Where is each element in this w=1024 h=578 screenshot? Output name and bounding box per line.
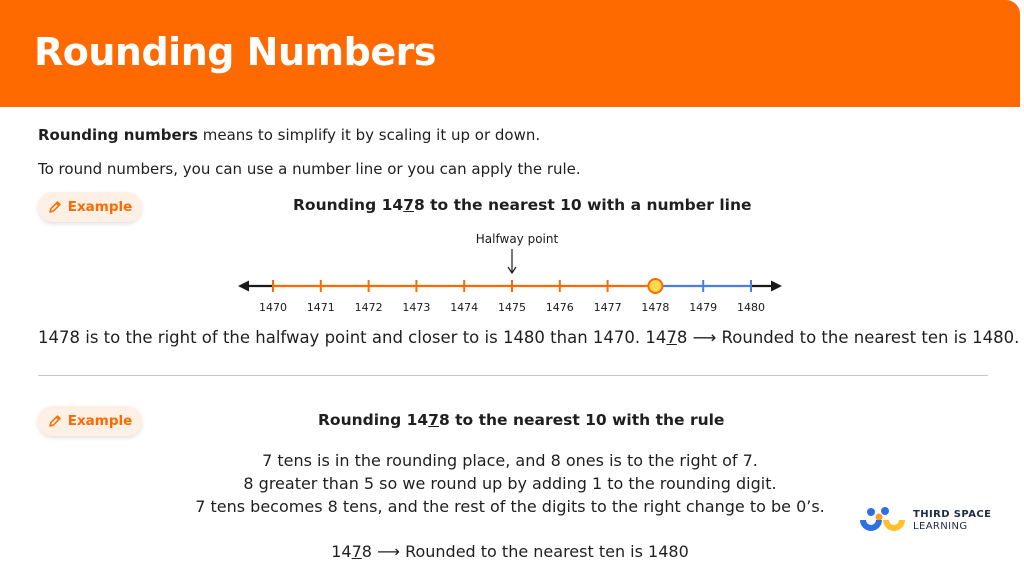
tick-labels bbox=[259, 301, 765, 314]
example-badge-2 bbox=[38, 406, 142, 436]
section-divider bbox=[38, 375, 988, 376]
logo-line-2: LEARNING bbox=[913, 521, 968, 532]
result-end: 8 ⟶ Rounded to the nearest ten is 1480 bbox=[361, 542, 689, 561]
example-badge-label: Example bbox=[67, 199, 133, 215]
underlined-digit: 7 bbox=[403, 196, 414, 214]
tick-label: 1471 bbox=[306, 301, 335, 314]
title-text-start: Rounding 14 bbox=[293, 196, 404, 214]
logo-mark-icon bbox=[857, 506, 907, 536]
definition-body: means to simplify it by scaling it up or down. bbox=[197, 126, 541, 144]
pencil-icon bbox=[48, 414, 62, 428]
method-text: To round numbers, you can use a number line or you can apply the rule. bbox=[38, 160, 581, 178]
explanation-start: 1478 is to the right of the halfway point and closer to is 1480 than 1470. 14 bbox=[38, 328, 667, 347]
tick-label: 1475 bbox=[498, 301, 526, 314]
tick-label: 1477 bbox=[593, 301, 622, 314]
halfway-arrow bbox=[508, 249, 516, 273]
result-start: 14 bbox=[331, 542, 352, 561]
rule-result bbox=[160, 542, 860, 561]
definition-term: Rounding numbers bbox=[38, 126, 198, 144]
third-space-learning-logo bbox=[857, 506, 991, 536]
rule-line-3: 7 tens becomes 8 tens, and the rest of the digits to the right change to be 0’s. bbox=[195, 497, 825, 516]
underlined-digit: 7 bbox=[428, 411, 439, 429]
number-line-explanation bbox=[38, 328, 1019, 347]
explanation-end: 8 ⟶ Rounded to the nearest ten is 1480. bbox=[676, 328, 1020, 347]
title-text-start: Rounding 14 bbox=[318, 411, 429, 429]
example-badge bbox=[38, 192, 142, 222]
tick-label: 1480 bbox=[737, 301, 765, 314]
tick-label: 1479 bbox=[689, 301, 718, 314]
tick-label: 1470 bbox=[259, 301, 287, 314]
title-text-end: 8 to the nearest 10 with a number line bbox=[413, 196, 752, 214]
result-underlined-digit: 7 bbox=[351, 542, 362, 561]
header-banner bbox=[0, 0, 1020, 107]
axis bbox=[238, 281, 782, 292]
tick-label: 1476 bbox=[545, 301, 574, 314]
tick-label: 1478 bbox=[641, 301, 670, 314]
marked-point bbox=[648, 279, 662, 293]
rule-line-2: 8 greater than 5 so we round up by adding 1 to the rounding digit. bbox=[243, 474, 777, 493]
number-line bbox=[230, 228, 790, 320]
rule-line-1: 7 tens is in the rounding place, and 8 ones is to the right of 7. bbox=[262, 451, 758, 470]
logo-text bbox=[913, 509, 991, 533]
title-text-end: 8 to the nearest 10 with the rule bbox=[438, 411, 725, 429]
example-badge-label: Example bbox=[67, 413, 133, 429]
tick-label: 1472 bbox=[354, 301, 383, 314]
page-title: Rounding Numbers bbox=[34, 30, 436, 74]
logo-line-1: THIRD SPACE bbox=[913, 509, 992, 520]
pencil-icon bbox=[48, 200, 62, 214]
tick-label: 1474 bbox=[450, 301, 479, 314]
right-arrow-icon bbox=[771, 281, 782, 292]
example-2-title bbox=[318, 411, 724, 429]
explanation-underlined-digit: 7 bbox=[666, 328, 677, 347]
example-title bbox=[293, 196, 752, 214]
left-arrow-icon bbox=[238, 281, 249, 292]
tick-label: 1473 bbox=[402, 301, 431, 314]
halfway-label: Halfway point bbox=[475, 232, 559, 246]
definition-text bbox=[38, 126, 540, 144]
